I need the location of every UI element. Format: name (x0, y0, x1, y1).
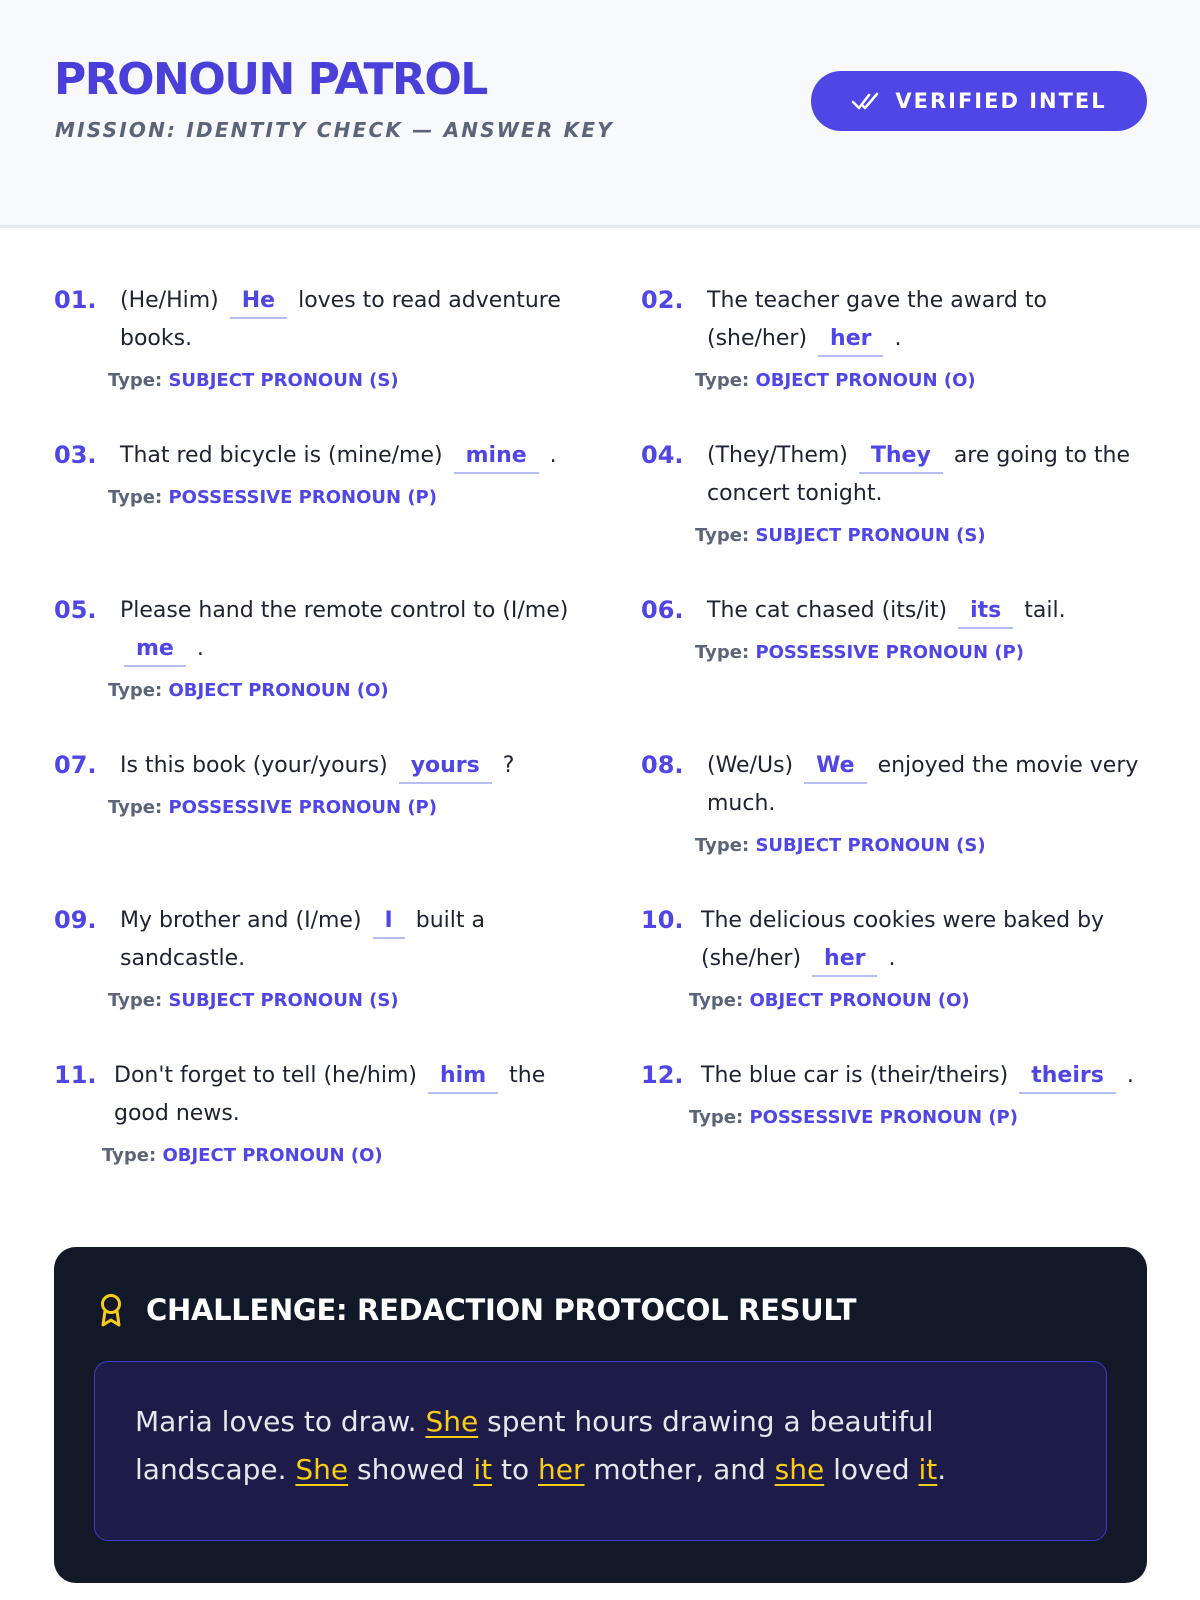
redacted-pronoun: it (918, 1453, 938, 1486)
question-number: 08. (641, 751, 684, 779)
pronoun-type (689, 990, 970, 1011)
redacted-pronoun: her (538, 1453, 585, 1486)
challenge-text-segment: to (492, 1453, 539, 1486)
challenge-text-segment: loved (824, 1453, 919, 1486)
type-label: Type: (695, 370, 750, 391)
question-text (54, 902, 574, 978)
type-value: OBJECT PRONOUN (O) (749, 370, 976, 391)
type-label: Type: (108, 990, 163, 1011)
pronoun-type (108, 487, 437, 508)
question-continuation: . (888, 946, 896, 971)
challenge-title: CHALLENGE: REDACTION PROTOCOL RESULT (146, 1293, 857, 1327)
question-continuation: ? (502, 753, 515, 778)
challenge-text-segment: Maria loves to draw. (135, 1405, 426, 1438)
redacted-pronoun: She (425, 1405, 479, 1438)
pronoun-type (689, 1107, 1018, 1128)
type-value: SUBJECT PRONOUN (S) (162, 990, 399, 1011)
type-label: Type: (108, 680, 163, 701)
question-prompt: The cat chased (its/it) (707, 598, 948, 623)
challenge-text-segment: spent hours drawing a beautiful landscape. (135, 1405, 934, 1486)
question-prompt: The teacher gave the award to (she/her) (707, 288, 1047, 351)
question-item (641, 902, 1161, 1011)
award-ribbon-icon (98, 1293, 124, 1327)
answer-blank: mine (454, 440, 539, 474)
double-check-icon (851, 90, 881, 112)
question-prompt: The delicious cookies were baked by (she/her) (701, 908, 1105, 971)
answer-blank: me (124, 633, 186, 667)
type-label: Type: (695, 525, 750, 546)
question-item (641, 747, 1161, 856)
question-prompt: (We/Us) (707, 753, 794, 778)
answer-blank: They (859, 440, 943, 474)
question-continuation: . (196, 636, 204, 661)
question-number: 12. (641, 1061, 684, 1089)
question-text (54, 437, 574, 475)
type-label: Type: (695, 642, 750, 663)
question-continuation: . (549, 443, 557, 468)
question-item (641, 437, 1161, 546)
type-value: OBJECT PRONOUN (O) (156, 1145, 383, 1166)
type-value: SUBJECT PRONOUN (S) (749, 835, 986, 856)
question-item (54, 902, 574, 1011)
question-continuation: tail. (1024, 598, 1066, 623)
question-continuation: . (1126, 1063, 1134, 1088)
verified-badge (811, 71, 1147, 131)
question-continuation: enjoyed the movie very much. (707, 753, 1139, 816)
question-item (54, 437, 574, 508)
type-label: Type: (108, 797, 163, 818)
type-value: SUBJECT PRONOUN (S) (749, 525, 986, 546)
pronoun-type (102, 1145, 383, 1166)
question-text (641, 592, 1151, 630)
question-number: 11. (54, 1061, 97, 1089)
question-number: 10. (641, 906, 684, 934)
answer-blank: theirs (1019, 1060, 1116, 1094)
question-number: 06. (641, 596, 684, 624)
type-value: OBJECT PRONOUN (O) (162, 680, 389, 701)
pronoun-type (108, 797, 437, 818)
question-text (54, 282, 574, 358)
question-continuation: built a sandcastle. (120, 908, 485, 971)
question-number: 01. (54, 286, 97, 314)
question-text (54, 592, 574, 668)
answer-blank: We (804, 750, 866, 784)
pronoun-type (108, 680, 389, 701)
challenge-text-segment: showed (348, 1453, 474, 1486)
type-label: Type: (689, 990, 744, 1011)
question-prompt: Don't forget to tell (he/him) (114, 1063, 417, 1088)
page-title: PRONOUN PATROL (54, 54, 487, 105)
page-header (0, 0, 1200, 228)
type-value: POSSESSIVE PRONOUN (P) (749, 642, 1024, 663)
pronoun-type (108, 990, 399, 1011)
question-continuation: . (894, 326, 902, 351)
question-item (641, 282, 1161, 391)
question-prompt: That red bicycle is (mine/me) (120, 443, 443, 468)
question-prompt: (They/Them) (707, 443, 848, 468)
pronoun-type (695, 525, 986, 546)
type-value: POSSESSIVE PRONOUN (P) (162, 487, 437, 508)
question-continuation: loves to read adventure books. (120, 288, 561, 351)
question-number: 04. (641, 441, 684, 469)
question-item (641, 1057, 1161, 1128)
question-prompt: (He/Him) (120, 288, 219, 313)
redacted-pronoun: it (473, 1453, 493, 1486)
type-value: SUBJECT PRONOUN (S) (162, 370, 399, 391)
question-prompt: Is this book (your/yours) (120, 753, 388, 778)
answer-blank: yours (399, 750, 492, 784)
question-text (641, 1057, 1151, 1095)
question-number: 07. (54, 751, 97, 779)
challenge-panel (54, 1247, 1147, 1583)
redacted-pronoun: She (295, 1453, 349, 1486)
question-item (54, 592, 574, 701)
answer-blank: He (230, 285, 287, 319)
type-value: POSSESSIVE PRONOUN (P) (743, 1107, 1018, 1128)
question-continuation: are going to the concert tonight. (707, 443, 1131, 506)
type-value: OBJECT PRONOUN (O) (743, 990, 970, 1011)
question-prompt: The blue car is (their/theirs) (701, 1063, 1009, 1088)
answer-blank: her (812, 943, 877, 977)
type-value: POSSESSIVE PRONOUN (P) (162, 797, 437, 818)
question-number: 09. (54, 906, 97, 934)
question-text (641, 282, 1151, 358)
answer-blank: I (373, 905, 405, 939)
type-label: Type: (108, 370, 163, 391)
challenge-text-segment: mother, and (584, 1453, 775, 1486)
question-text (641, 437, 1151, 513)
question-prompt: Please hand the remote control to (I/me) (120, 598, 569, 623)
question-number: 03. (54, 441, 97, 469)
challenge-text-segment: . (937, 1453, 947, 1486)
challenge-header (98, 1293, 856, 1327)
question-text (641, 902, 1151, 978)
question-prompt: My brother and (I/me) (120, 908, 362, 933)
question-text (54, 1057, 574, 1133)
pronoun-type (695, 835, 986, 856)
type-label: Type: (695, 835, 750, 856)
question-item (54, 282, 574, 391)
type-label: Type: (108, 487, 163, 508)
redacted-pronoun: she (774, 1453, 825, 1486)
type-label: Type: (689, 1107, 744, 1128)
answer-blank: its (958, 595, 1013, 629)
page-subtitle: MISSION: IDENTITY CHECK — ANSWER KEY (55, 118, 614, 142)
pronoun-type (695, 370, 976, 391)
question-text (54, 747, 574, 785)
question-number: 05. (54, 596, 97, 624)
badge-label: VERIFIED INTEL (895, 89, 1107, 113)
question-text (641, 747, 1151, 823)
challenge-result-text (94, 1361, 1107, 1541)
question-item (54, 1057, 574, 1166)
question-item (54, 747, 574, 818)
question-number: 02. (641, 286, 684, 314)
answer-blank: him (428, 1060, 498, 1094)
question-item (641, 592, 1161, 663)
answer-blank: her (818, 323, 883, 357)
pronoun-type (108, 370, 399, 391)
question-continuation: the good news. (114, 1063, 546, 1126)
type-label: Type: (102, 1145, 157, 1166)
pronoun-type (695, 642, 1024, 663)
